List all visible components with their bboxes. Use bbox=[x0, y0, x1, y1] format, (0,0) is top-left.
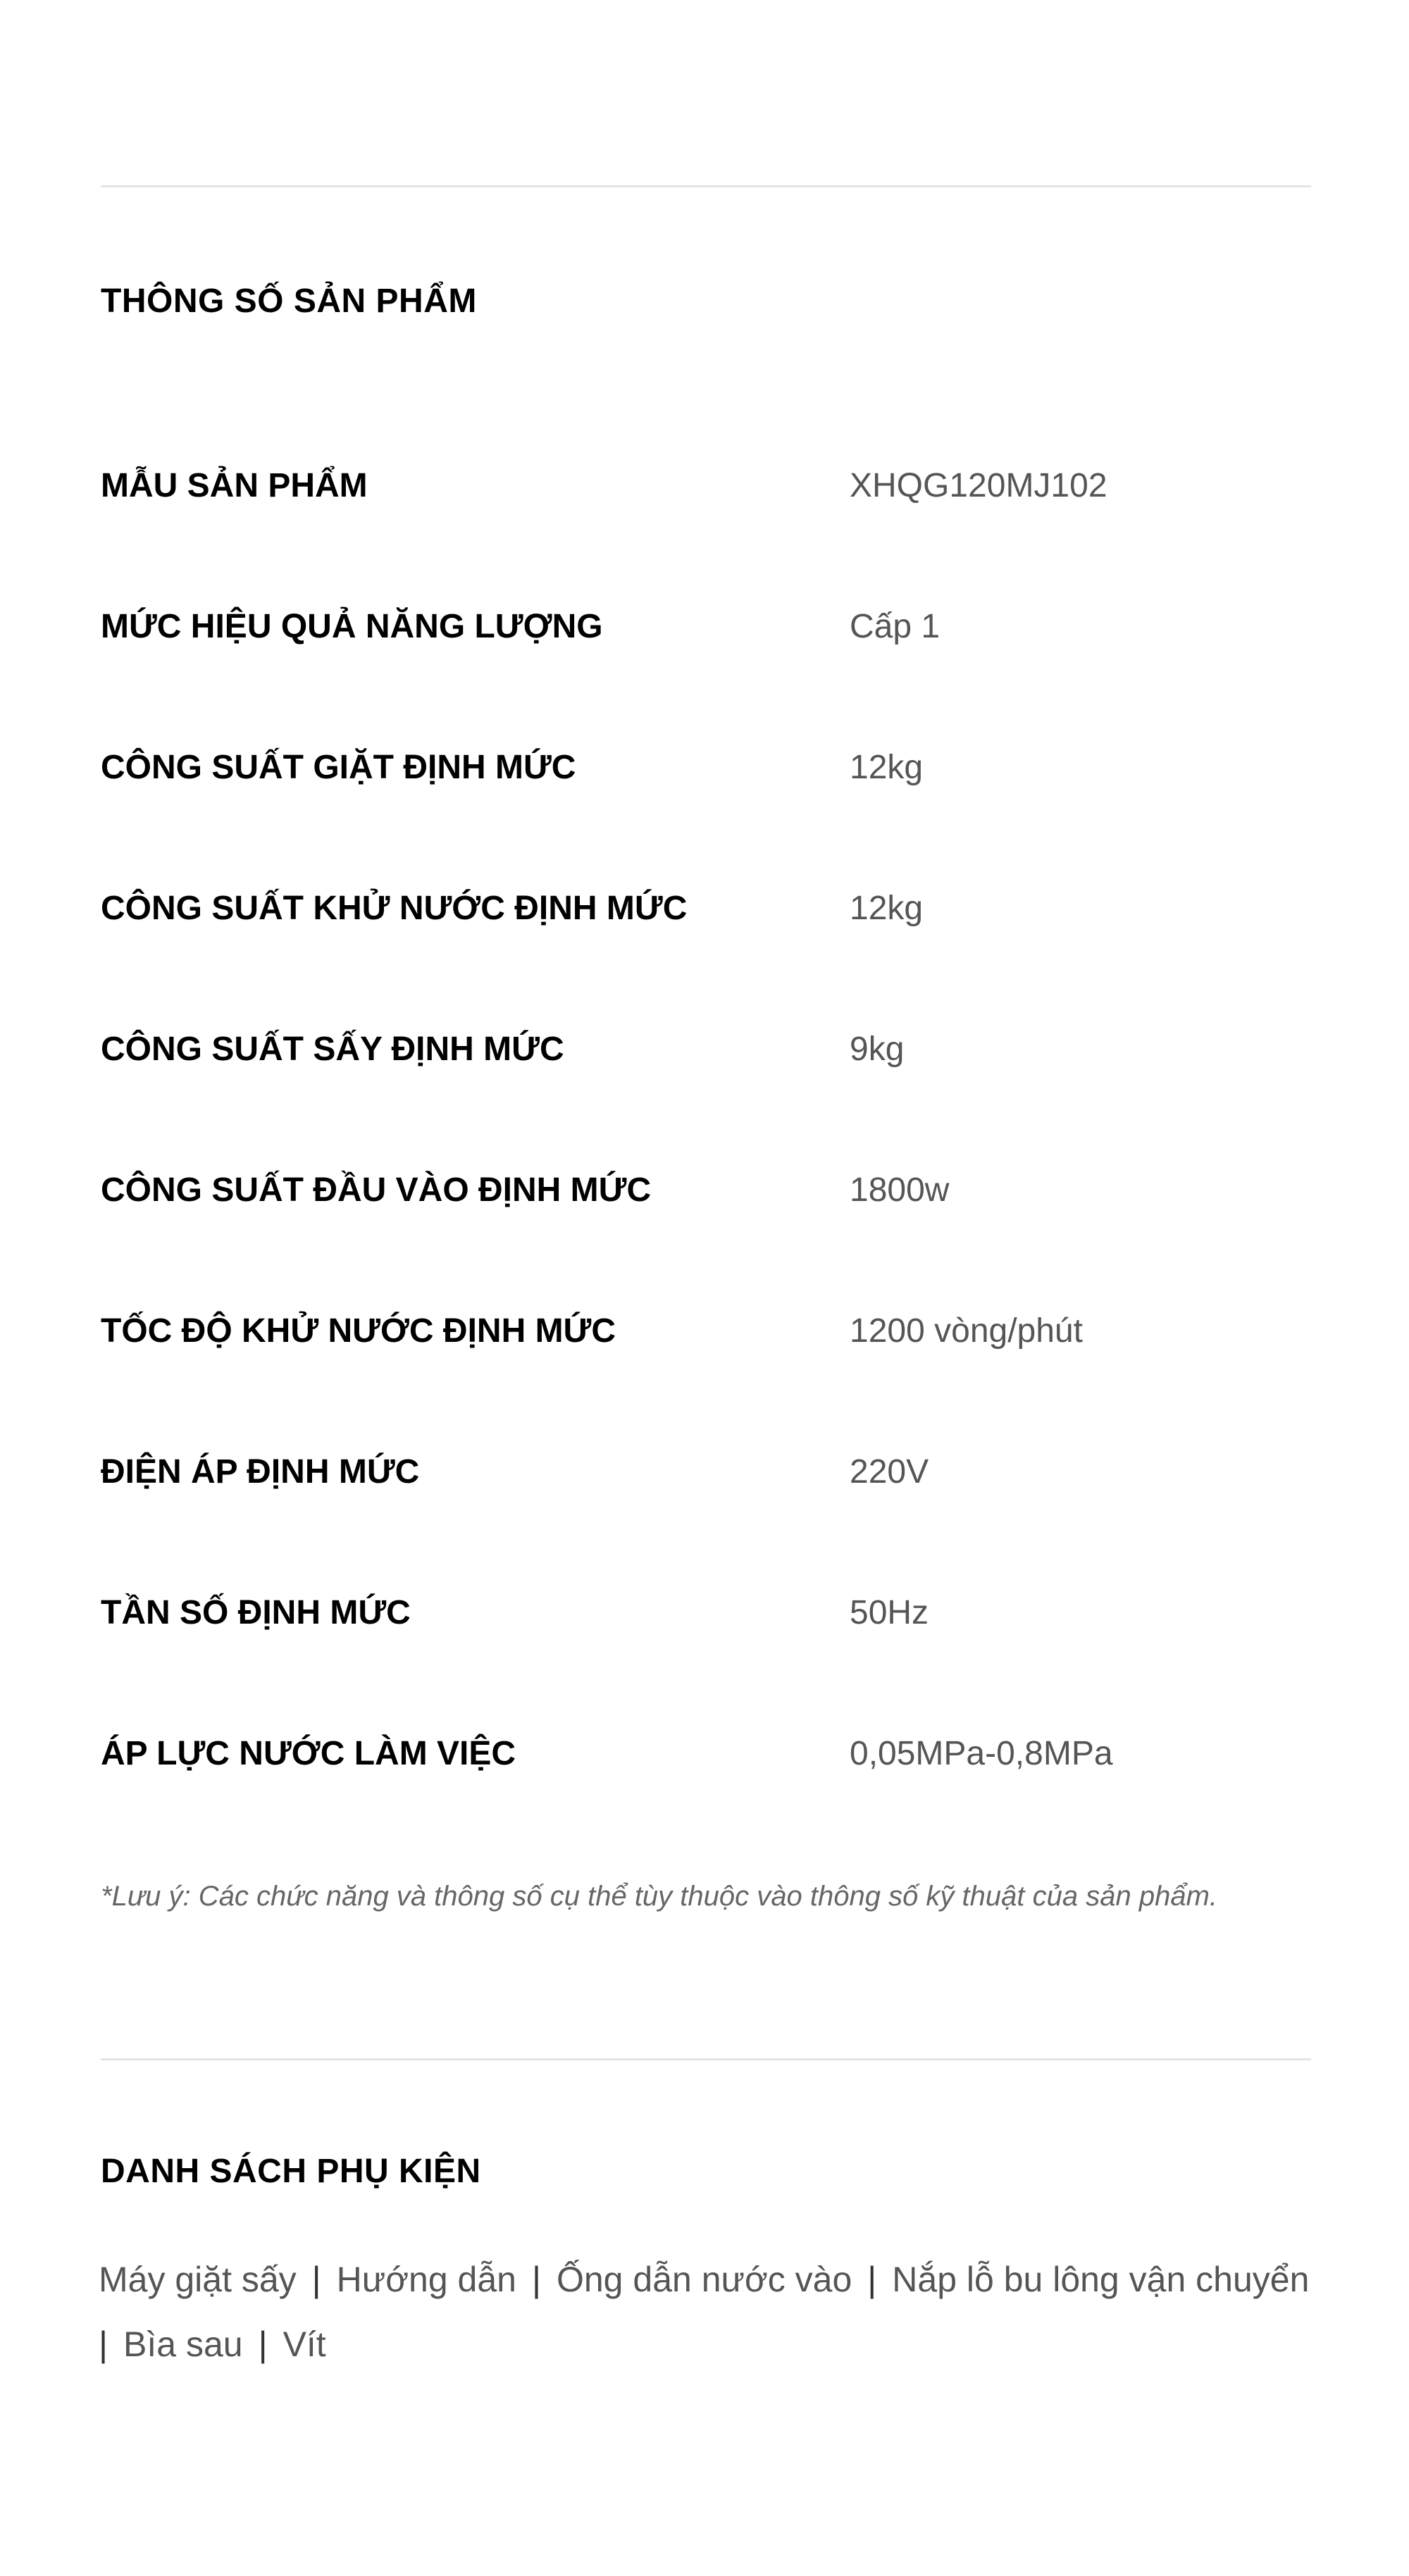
spec-row bbox=[101, 1004, 1311, 1145]
spec-value: 220V bbox=[850, 1453, 929, 1491]
spec-value: 0,05MPa-0,8MPa bbox=[850, 1735, 1113, 1772]
accessory-separator: | bbox=[531, 2260, 541, 2299]
spec-label: CÔNG SUẤT SẤY ĐỊNH MỨC bbox=[101, 1031, 564, 1068]
spec-row bbox=[101, 1286, 1311, 1427]
spec-value: XHQG120MJ102 bbox=[850, 467, 1107, 504]
accessories-section-title: DANH SÁCH PHỤ KIỆN bbox=[101, 2153, 481, 2190]
accessory-separator: | bbox=[258, 2325, 268, 2364]
spec-table bbox=[101, 441, 1311, 1850]
spec-label: CÔNG SUẤT ĐẦU VÀO ĐỊNH MỨC bbox=[101, 1171, 652, 1209]
spec-value: 9kg bbox=[850, 1031, 905, 1068]
accessory-separator: | bbox=[867, 2260, 877, 2299]
spec-row bbox=[101, 723, 1311, 864]
spec-label: CÔNG SUẤT GIẶT ĐỊNH MỨC bbox=[101, 749, 576, 786]
accessory-item: Nắp lỗ bu lông vận chuyển bbox=[892, 2260, 1310, 2299]
spec-row bbox=[101, 582, 1311, 723]
spec-label: ÁP LỰC NƯỚC LÀM VIỆC bbox=[101, 1735, 516, 1772]
spec-value: 50Hz bbox=[850, 1594, 929, 1631]
accessory-item: Máy giặt sấy bbox=[99, 2260, 297, 2299]
accessory-item: Bìa sau bbox=[123, 2325, 243, 2364]
spec-value: 12kg bbox=[850, 890, 924, 927]
spec-label: ĐIỆN ÁP ĐỊNH MỨC bbox=[101, 1453, 420, 1491]
accessory-item: Hướng dẫn bbox=[336, 2260, 516, 2299]
accessory-list bbox=[99, 2247, 1367, 2377]
accessory-separator: | bbox=[99, 2325, 108, 2364]
spec-label: MẪU SẢN PHẨM bbox=[101, 467, 368, 504]
spec-row bbox=[101, 1568, 1311, 1709]
spec-label: MỨC HIỆU QUẢ NĂNG LƯỢNG bbox=[101, 608, 603, 645]
spec-value: 12kg bbox=[850, 749, 924, 786]
accessory-separator: | bbox=[311, 2260, 321, 2299]
accessory-item: Ống dẫn nước vào bbox=[556, 2260, 852, 2299]
specs-section-title: THÔNG SỐ SẢN PHẨM bbox=[101, 282, 477, 320]
top-divider bbox=[101, 185, 1311, 187]
spec-row bbox=[101, 864, 1311, 1004]
spec-row bbox=[101, 1709, 1311, 1850]
accessory-item: Vít bbox=[283, 2325, 326, 2364]
spec-value: 1200 vòng/phút bbox=[850, 1312, 1083, 1350]
spec-label: TỐC ĐỘ KHỬ NƯỚC ĐỊNH MỨC bbox=[101, 1312, 616, 1350]
spec-value: Cấp 1 bbox=[850, 608, 941, 645]
spec-row bbox=[101, 1427, 1311, 1568]
spec-label: TẦN SỐ ĐỊNH MỨC bbox=[101, 1594, 411, 1631]
spec-note: *Lưu ý: Các chức năng và thông số cụ thể tùy thuộc vào thông số kỹ thuật của sản phẩm. bbox=[101, 1881, 1217, 1912]
spec-row bbox=[101, 1145, 1311, 1286]
spec-value: 1800w bbox=[850, 1171, 950, 1209]
section-divider bbox=[101, 2058, 1311, 2060]
spec-row bbox=[101, 441, 1311, 582]
spec-label: CÔNG SUẤT KHỬ NƯỚC ĐỊNH MỨC bbox=[101, 890, 688, 927]
